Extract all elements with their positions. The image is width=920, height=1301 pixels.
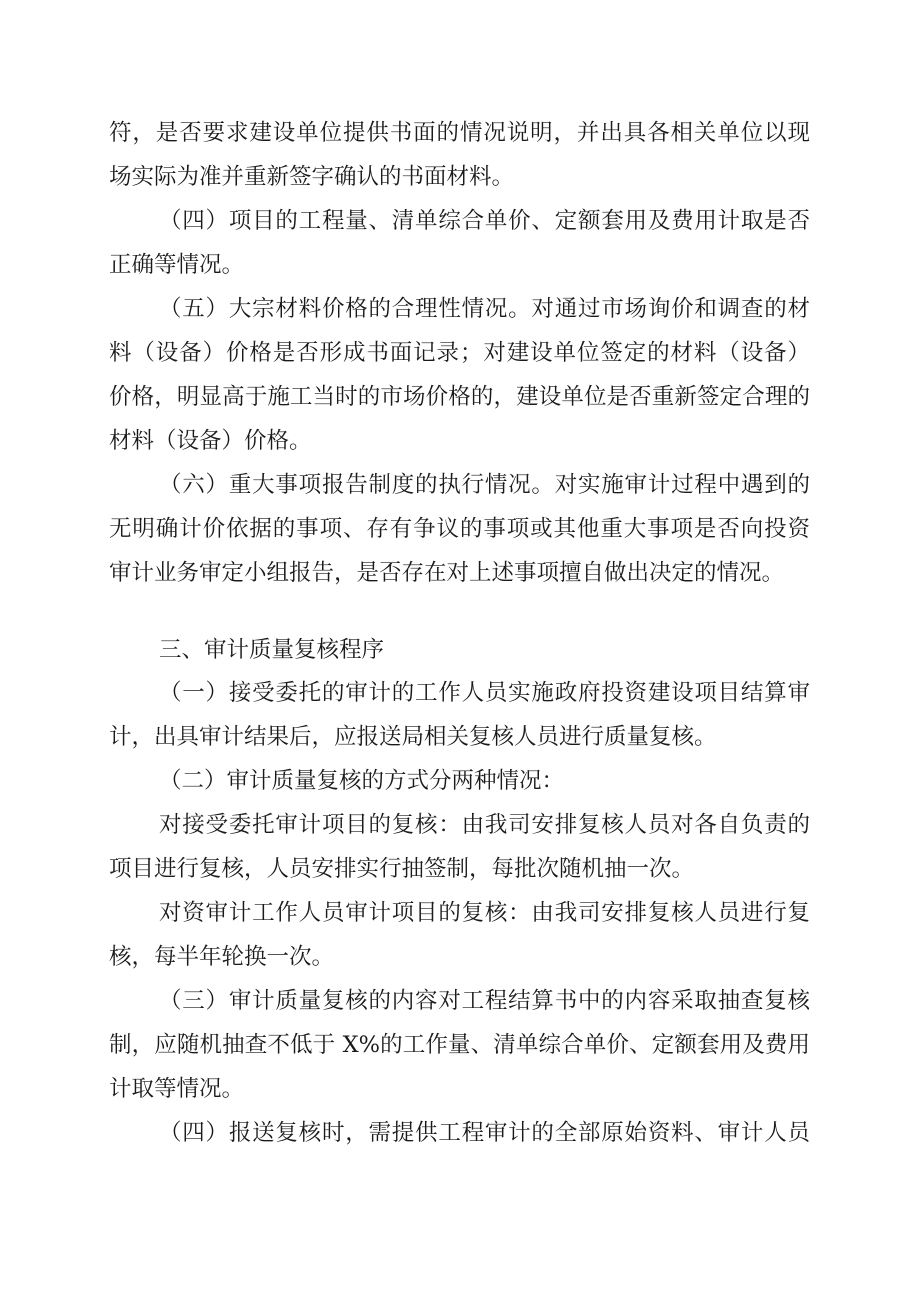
text-line: 无明确计价依据的事项、存有争议的事项或其他重大事项是否向投资 — [109, 516, 810, 542]
text-line: 价格，明显高于施工当时的市场价格的，建设单位是否重新签定合理的 — [109, 384, 810, 410]
text-line: 正确等情况。 — [109, 252, 245, 278]
text-line: 材料（设备）价格。 — [109, 428, 312, 454]
text-line: 项目进行复核，人员安排实行抽签制，每批次随机抽一次。 — [109, 856, 695, 882]
text-line: 符，是否要求建设单位提供书面的情况说明，并出具各相关单位以现 — [109, 120, 810, 146]
section-heading: 三、审计质量复核程序 — [159, 637, 385, 663]
text-line: 审计业务审定小组报告，是否存在对上述事项擅自做出决定的情况。 — [109, 560, 785, 586]
text-line: （二）审计质量复核的方式分两种情况： — [159, 768, 565, 794]
text-line: 计，出具审计结果后，应报送局相关复核人员进行质量复核。 — [109, 724, 717, 750]
text-line: （六）重大事项报告制度的执行情况。对实施审计过程中遇到的 — [159, 472, 810, 498]
text-line: 计取等情况。 — [109, 1076, 245, 1102]
text-line: （三）审计质量复核的内容对工程结算书中的内容采取抽查复核 — [159, 988, 810, 1014]
text-line: （四）报送复核时，需提供工程审计的全部原始资料、审计人员 — [159, 1120, 810, 1146]
text-line: 场实际为准并重新签字确认的书面材料。 — [109, 164, 515, 190]
text-line: 料（设备）价格是否形成书面记录；对建设单位签定的材料（设备） — [109, 340, 810, 366]
text-line: 对资审计工作人员审计项目的复核：由我司安排复核人员进行复 — [159, 900, 810, 926]
text-line: （一）接受委托的审计的工作人员实施政府投资建设项目结算审 — [159, 680, 810, 706]
text-line: （四）项目的工程量、清单综合单价、定额套用及费用计取是否 — [159, 208, 810, 234]
text-line: （五）大宗材料价格的合理性情况。对通过市场询价和调查的材 — [159, 296, 810, 322]
text-line: 核，每半年轮换一次。 — [109, 944, 335, 970]
text-line: 对接受委托审计项目的复核：由我司安排复核人员对各自负责的 — [159, 812, 810, 838]
text-line: 制，应随机抽查不低于 X%的工作量、清单综合单价、定额套用及费用 — [109, 1032, 810, 1058]
